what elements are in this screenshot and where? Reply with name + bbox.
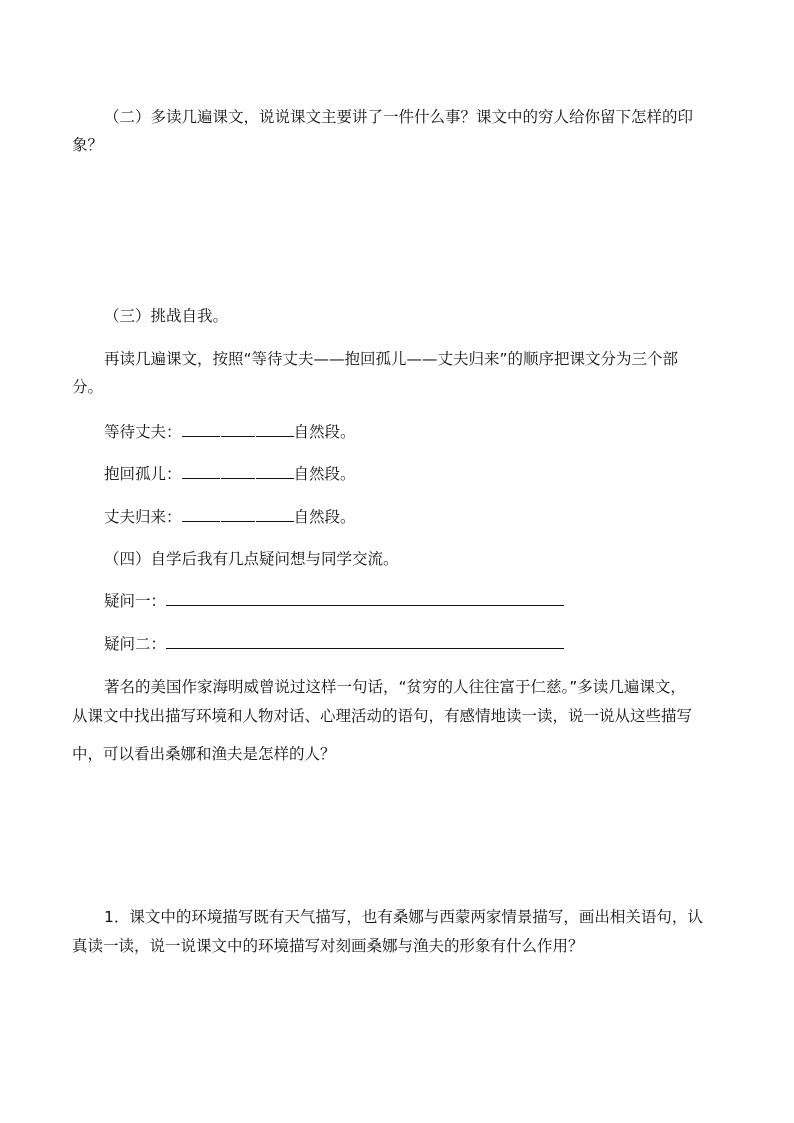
part-suffix: 自然段。 xyxy=(293,465,356,483)
q3-instruction-line-1: 再读几遍课文，按照“等待丈夫——抱回孤儿——丈夫归来”的顺序把课文分为三个部 xyxy=(104,350,679,368)
question-row-2 xyxy=(104,633,754,655)
q3-instruction-line-2: 分。 xyxy=(72,378,104,396)
question-answer-blank[interactable] xyxy=(166,634,564,649)
passage-line-3: 中，可以看出桑娜和渔夫是怎样的人？ xyxy=(72,745,336,763)
part-label: 等待丈夫： xyxy=(104,423,182,441)
part-suffix: 自然段。 xyxy=(293,423,356,441)
item1-line-1: 1．课文中的环境描写既有天气描写，也有桑娜与西蒙两家情景描写，画出相关语句，认 xyxy=(104,908,703,926)
part-label: 抱回孤儿： xyxy=(104,465,182,483)
question-answer-blank[interactable] xyxy=(166,591,564,606)
question-label: 疑问一： xyxy=(104,592,167,610)
part-row xyxy=(104,463,754,485)
start-paragraph-blank[interactable] xyxy=(182,464,220,479)
part-row xyxy=(104,506,754,528)
passage-line-1: 著名的美国作家海明威曾说过这样一句话，“贫穷的人往往富于仁慈。”多读几遍课文， xyxy=(104,678,686,696)
end-paragraph-blank[interactable] xyxy=(256,507,294,522)
range-dash xyxy=(221,427,255,437)
question-row-1 xyxy=(104,590,754,612)
end-paragraph-blank[interactable] xyxy=(256,422,294,437)
part-row xyxy=(104,421,754,443)
start-paragraph-blank[interactable] xyxy=(182,422,220,437)
item1-line-2: 真读一读，说一说课文中的环境描写对刻画桑娜与渔夫的形象有什么作用？ xyxy=(72,937,584,955)
range-dash xyxy=(221,469,255,479)
passage-line-2: 从课文中找出描写环境和人物对话、心理活动的语句，有感情地读一读，说一说从这些描写 xyxy=(72,707,693,725)
q2-line-2: 象？ xyxy=(72,136,104,154)
start-paragraph-blank[interactable] xyxy=(182,507,220,522)
q2-line-1: （二）多读几遍课文，说说课文主要讲了一件什么事？课文中的穷人给你留下怎样的印 xyxy=(104,108,694,126)
part-label: 丈夫归来： xyxy=(104,508,182,526)
range-dash xyxy=(221,512,255,522)
question-label: 疑问二： xyxy=(104,635,167,653)
q4-title: （四）自学后我有几点疑问想与同学交流。 xyxy=(104,550,399,568)
q3-title: （三）挑战自我。 xyxy=(104,307,229,325)
part-suffix: 自然段。 xyxy=(293,508,356,526)
end-paragraph-blank[interactable] xyxy=(256,464,294,479)
